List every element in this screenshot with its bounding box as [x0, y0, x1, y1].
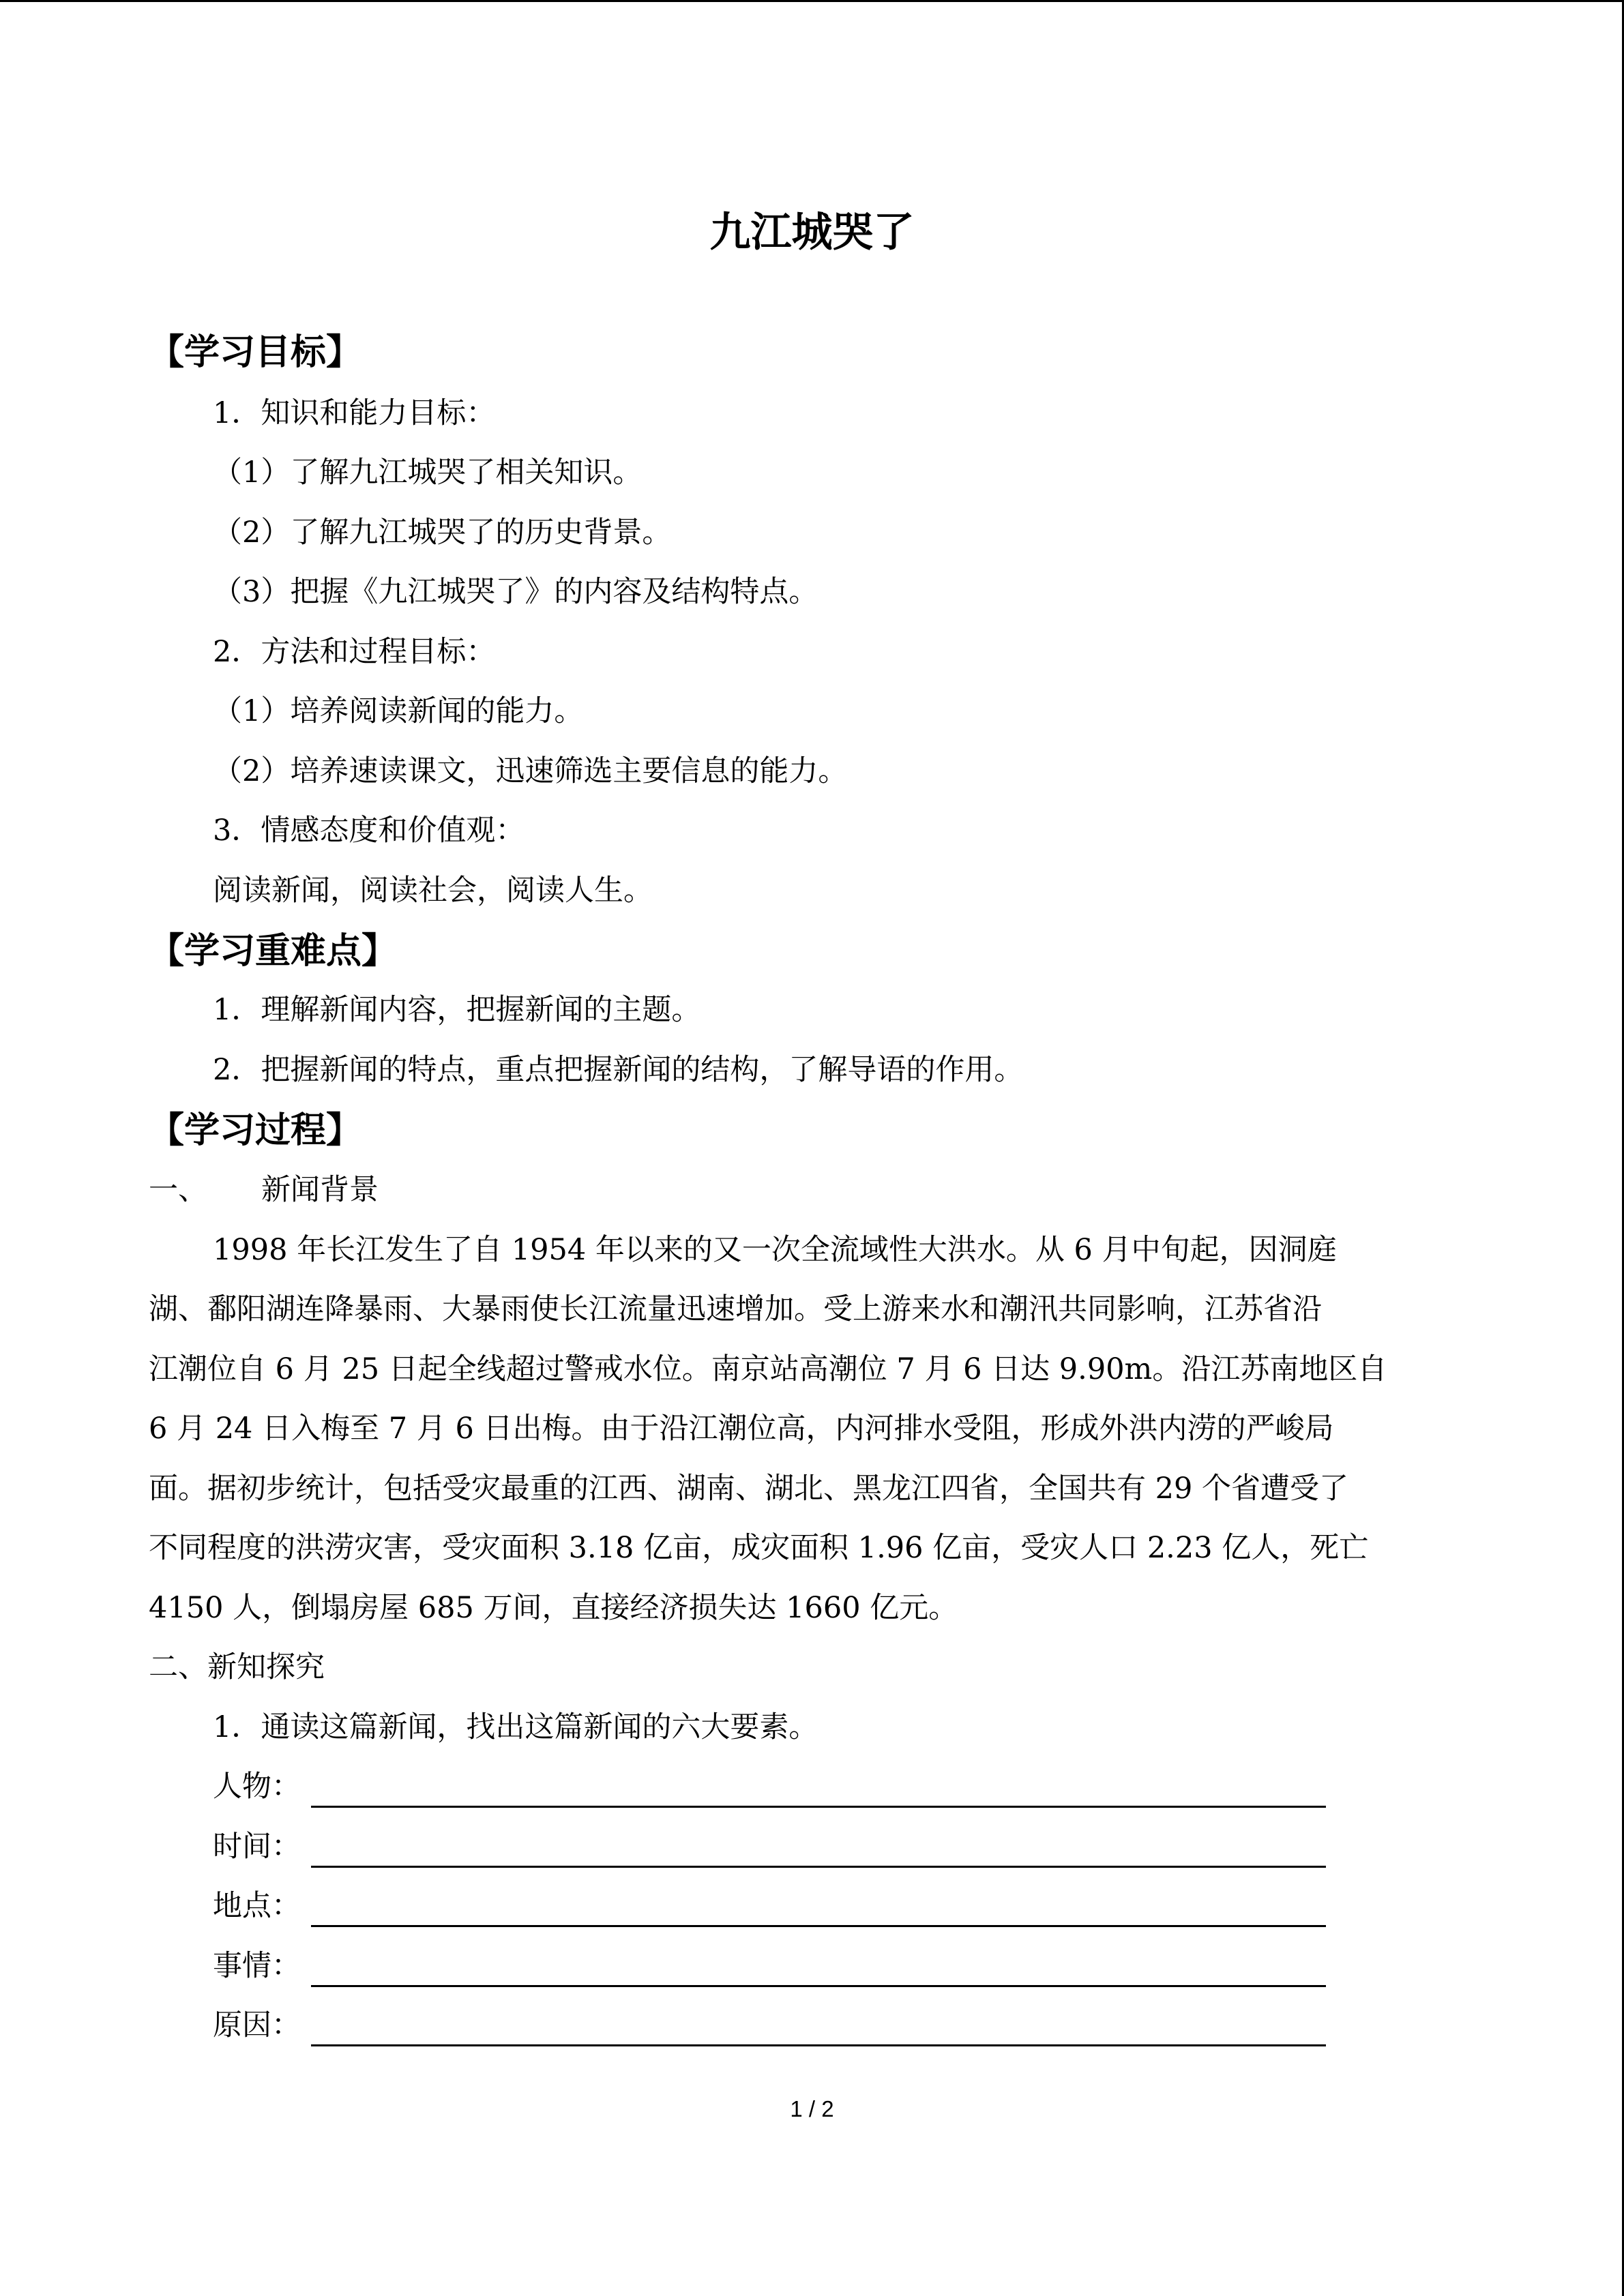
field-blank-person[interactable]	[311, 1806, 1326, 1808]
page-title: 九江城哭了	[709, 209, 915, 256]
key-point-2: 2．把握新闻的特点，重点把握新闻的结构，了解导语的作用。	[213, 1053, 1024, 1087]
objective-item-1-1: （1）了解九江城哭了相关知识。	[213, 456, 643, 490]
field-blank-cause[interactable]	[311, 2044, 1326, 2046]
field-label-place: 地点：	[213, 1889, 301, 1923]
field-label-person: 人物：	[213, 1770, 301, 1804]
background-line-4: 6 月 24 日入梅至 7 月 6 日出梅。由于沿江潮位高，内河排水受阻，形成外洪内涝的严峻局	[149, 1412, 1334, 1446]
objective-item-1: 1．知识和能力目标：	[213, 396, 496, 430]
part2-heading: 二、新知探究	[149, 1650, 325, 1684]
field-label-event: 事情：	[213, 1949, 301, 1983]
objective-item-2-1: （1）培养阅读新闻的能力。	[213, 694, 584, 728]
background-line-3: 江潮位自 6 月 25 日起全线超过警戒水位。南京站高潮位 7 月 6 日达 9.90m。沿江苏南地区自	[149, 1352, 1387, 1386]
objective-item-3: 3．情感态度和价值观：	[213, 814, 525, 848]
field-blank-place[interactable]	[311, 1925, 1326, 1927]
field-blank-time[interactable]	[311, 1866, 1326, 1868]
process-heading: 【学习过程】	[149, 1110, 362, 1151]
objective-item-2: 2．方法和过程目标：	[213, 635, 496, 669]
objective-item-1-3: （3）把握《九江城哭了》的内容及结构特点。	[213, 575, 818, 609]
field-label-time: 时间：	[213, 1830, 301, 1864]
page-number: 1 / 2	[790, 2096, 834, 2121]
background-line-2: 湖、鄱阳湖连降暴雨、大暴雨使长江流量迅速增加。受上游来水和潮汛共同影响，江苏省沿	[149, 1292, 1322, 1326]
part1-label: 新闻背景	[261, 1173, 379, 1207]
background-line-5: 面。据初步统计，包括受灾最重的江西、湖南、湖北、黑龙江四省，全国共有 29 个省遭受了	[149, 1472, 1349, 1506]
objectives-heading: 【学习目标】	[149, 332, 362, 373]
objective-item-2-2: （2）培养速读课文，迅速筛选主要信息的能力。	[213, 754, 848, 788]
task-1: 1．通读这篇新闻，找出这篇新闻的六大要素。	[213, 1710, 818, 1744]
part1-number: 一、	[149, 1173, 207, 1207]
key-points-heading: 【学习重难点】	[149, 931, 398, 972]
background-line-1: 1998 年长江发生了自 1954 年以来的又一次全流域性大洪水。从 6 月中旬起，因洞庭	[213, 1233, 1337, 1267]
field-blank-event[interactable]	[311, 1985, 1326, 1987]
field-label-cause: 原因：	[213, 2008, 301, 2042]
background-line-6: 不同程度的洪涝灾害，受灾面积 3.18 亿亩，成灾面积 1.96 亿亩，受灾人口 2.23 亿人，死亡	[149, 1531, 1369, 1565]
objective-item-1-2: （2）了解九江城哭了的历史背景。	[213, 516, 672, 550]
background-line-7: 4150 人，倒塌房屋 685 万间，直接经济损失达 1660 亿元。	[149, 1591, 958, 1625]
key-point-1: 1．理解新闻内容，把握新闻的主题。	[213, 993, 701, 1027]
objective-item-3-text: 阅读新闻，阅读社会，阅读人生。	[213, 874, 653, 908]
